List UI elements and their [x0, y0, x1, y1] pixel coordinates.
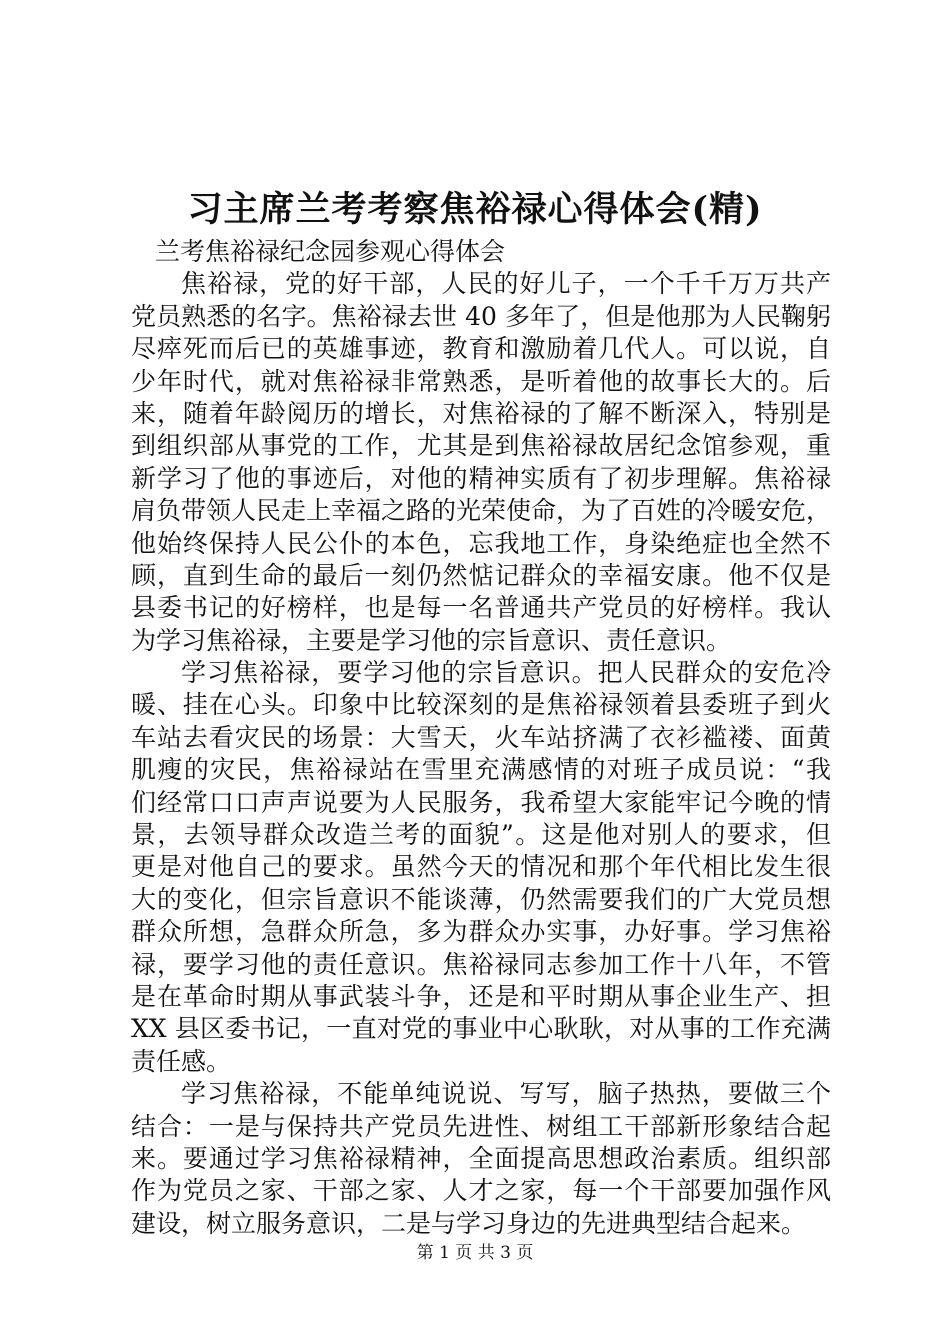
paragraph-1-line-7: 新学习了他的事迹后，对他的精神实质有了初步理解。焦裕禄	[131, 463, 831, 493]
paragraph-1-line-1: 焦裕禄，党的好干部，人民的好儿子，一个千千万万共产	[181, 269, 831, 299]
document-body	[131, 236, 831, 1240]
paragraph-1-line-9: 他始终保持人民公仆的本色，忘我地工作，身染绝症也全然不	[131, 528, 831, 558]
paragraph-3-line-1: 学习焦裕禄，不能单纯说说、写写，脑子热热，要做三个	[181, 1079, 831, 1109]
paragraph-1-line-11: 县委书记的好榜样，也是每一名普通共产党员的好榜样。我认	[131, 593, 831, 623]
paragraph-2-line-13: 责任感。	[131, 1046, 232, 1076]
paragraph-2-line-2: 暖、挂在心头。印象中比较深刻的是焦裕禄领着县委班子到火	[131, 690, 831, 720]
paragraph-2-line-4: 肌瘦的灾民，焦裕禄站在雪里充满感情的对班子成员说：“我	[131, 755, 831, 785]
paragraph-1-line-3: 尽瘁死而后已的英雄事迹，教育和激励着几代人。可以说，自	[131, 334, 831, 364]
paragraph-2-line-1: 学习焦裕禄，要学习他的宗旨意识。把人民群众的安危冷	[181, 658, 831, 688]
paragraph-3-line-5: 建设，树立服务意识，二是与学习身边的先进典型结合起来。	[131, 1208, 807, 1238]
subtitle-line: 兰考焦裕禄纪念园参观心得体会	[155, 237, 506, 266]
paragraph-1-line-8: 肩负带领人民走上幸福之路的光荣使命，为了百姓的冷暖安危，	[131, 496, 832, 526]
paragraph-1-line-4: 少年时代，就对焦裕禄非常熟悉，是听着他的故事长大的。后	[131, 366, 831, 396]
page-number-footer: 第 1 页 共 3 页	[416, 1243, 534, 1263]
paragraph-2-line-9: 群众所想，急群众所急，多为群众办实事，办好事。学习焦裕	[131, 917, 831, 947]
paragraph-1-line-12: 为学习焦裕禄，主要是学习他的宗旨意识、责任意识。	[131, 625, 732, 655]
paragraph-2-line-11: 是在革命时期从事武装斗争，还是和平时期从事企业生产、担	[131, 981, 831, 1011]
paragraph-2-line-5: 们经常口口声声说要为人民服务，我希望大家能牢记今晚的情	[131, 787, 831, 817]
paragraph-2-line-3: 车站去看灾民的场景：大雪天，火车站挤满了衣衫褴褛、面黄	[131, 722, 831, 752]
paragraph-2-line-12: XX 县区委书记，一直对党的事业中心耿耿，对从事的工作充满	[131, 1014, 831, 1044]
paragraph-2-line-10: 禄，要学习他的责任意识。焦裕禄同志参加工作十八年，不管	[131, 949, 831, 979]
paragraph-3-line-4: 作为党员之家、干部之家、人才之家，每一个干部要加强作风	[131, 1176, 831, 1206]
paragraph-1-line-10: 顾，直到生命的最后一刻仍然惦记群众的幸福安康。他不仅是	[131, 560, 831, 590]
paragraph-2-line-8: 大的变化，但宗旨意识不能谈薄，仍然需要我们的广大党员想	[131, 884, 831, 914]
paragraph-1-line-5: 来，随着年龄阅历的增长，对焦裕禄的了解不断深入，特别是	[131, 398, 831, 428]
paragraph-2-line-6: 景，去领导群众改造兰考的面貌”。这是他对别人的要求，但	[131, 820, 831, 850]
paragraph-1-line-6: 到组织部从事党的工作，尤其是到焦裕禄故居纪念馆参观，重	[131, 431, 831, 461]
paragraph-3-line-3: 来。要通过学习焦裕禄精神，全面提高思想政治素质。组织部	[131, 1143, 831, 1173]
paragraph-1-line-2: 党员熟悉的名字。焦裕禄去世 40 多年了，但是他那为人民鞠躬	[131, 301, 831, 331]
document-title: 习主席兰考考察焦裕禄心得体会(精)	[187, 189, 763, 230]
paragraph-2-line-7: 更是对他自己的要求。虽然今天的情况和那个年代相比发生很	[131, 852, 831, 882]
paragraph-3-line-2: 结合：一是与保持共产党员先进性、树组工干部新形象结合起	[131, 1111, 831, 1141]
